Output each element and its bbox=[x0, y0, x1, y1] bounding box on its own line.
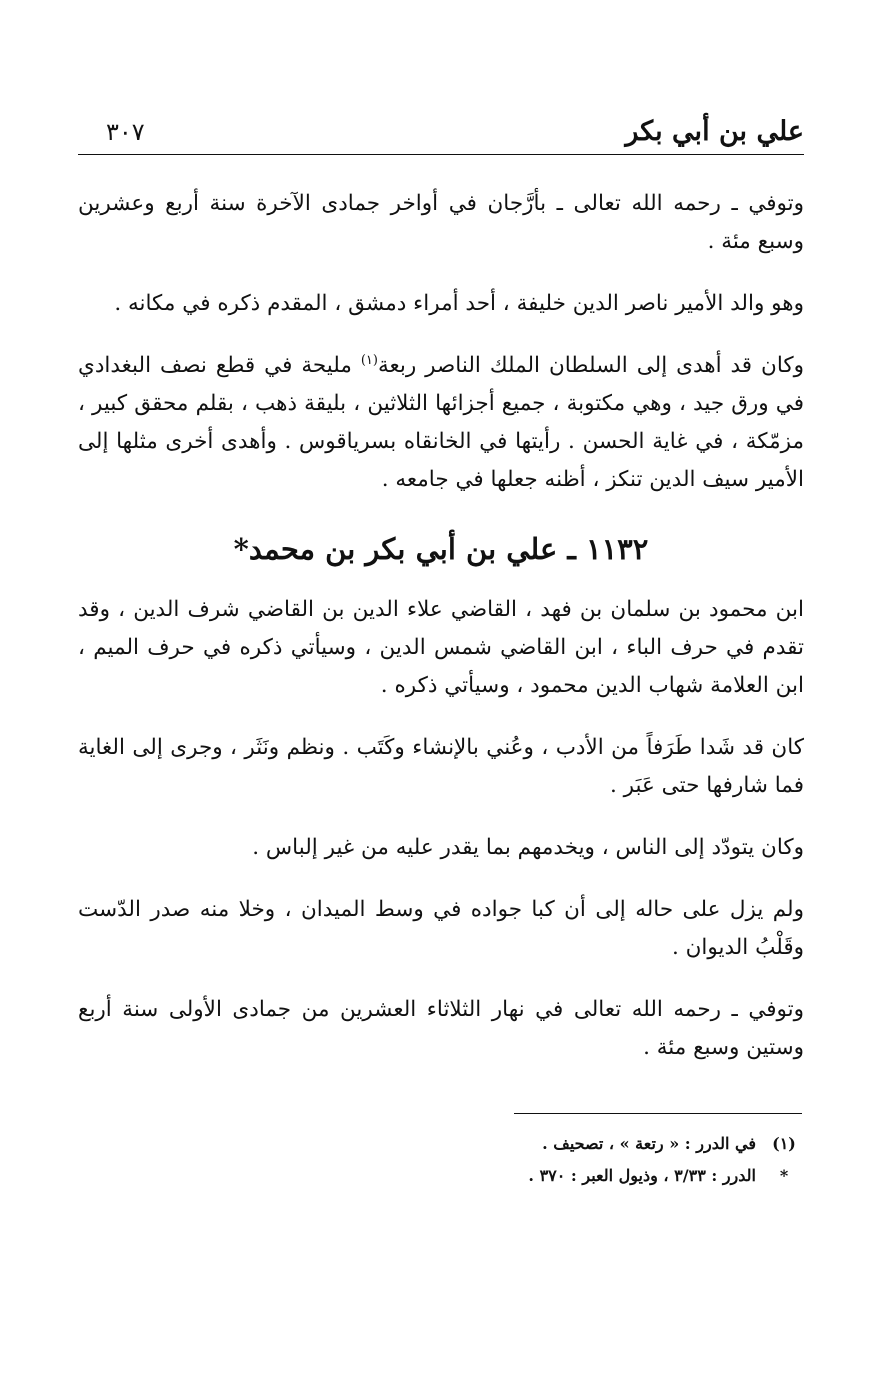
paragraph-gift bbox=[78, 347, 804, 499]
paragraph-career: ولم يزل على حاله إلى أن كبا جواده في وسط الميدان ، وخلا منه صدر الدّست وقَلْبُ الديوان . bbox=[78, 897, 804, 960]
footnote-item bbox=[78, 1128, 804, 1160]
paragraph-lineage: ابن محمود بن سلمان بن فهد ، القاضي علاء الدين بن القاضي شرف الدين ، وقد تقدم في حرف الباء ، ابن القاضي شمس الدين ، وسيأتي ذكره في حرف الميم ، ابن العلامة شهاب الدين محمود ، وسيأتي ذكره . bbox=[78, 597, 804, 698]
paragraph-gift-text-b: مليحة في قطع نصف البغدادي في ورق جيد ، وهي مكتوبة ، جميع أجزائها الثلاثين ، بليقة ذهب ، بقلم محقق كبير ، مزمّكة ، في غاية الحسن . رأيتها في الخانقاه بسرياقوس . وأهدى أخرى مثلها إلى الأمير سيف الدين تنكز ، أظنه جعلها في جامعه . bbox=[78, 353, 804, 492]
running-title: علي بن أبي بكر bbox=[625, 116, 804, 147]
paragraph-gift-text-a: وكان قد أهدى إلى السلطان الملك الناصر ربعة bbox=[377, 353, 804, 378]
entry-heading: ١١٣٢ ـ علي بن أبي بكر بن محمد* bbox=[233, 532, 649, 566]
book-page bbox=[78, 110, 804, 1192]
paragraph-father-note: وهو والد الأمير ناصر الدين خليفة ، أحد أمراء دمشق ، المقدم ذكره في مكانه . bbox=[114, 291, 804, 316]
footnote-text: الدرر : ٣/٣٣ ، وذيول العبر : ٣٧٠ . bbox=[528, 1166, 756, 1185]
paragraph-character: وكان يتودّد إلى الناس ، ويخدمهم بما يقدر عليه من غير إلباس . bbox=[252, 835, 804, 860]
footnotes bbox=[78, 1128, 804, 1192]
footnote-reference-mark: (١) bbox=[360, 352, 378, 368]
paragraph-death-note: وتوفي ـ رحمه الله تعالى ـ بأرَّجان في أواخر جمادى الآخرة سنة أربع وعشرين وسبع مئة . bbox=[78, 191, 804, 254]
page-number: ٣٠٧ bbox=[106, 118, 145, 146]
paragraph-death: وتوفي ـ رحمه الله تعالى في نهار الثلاثاء العشرين من جمادى الأولى سنة أربع وستين وسبع مئة . bbox=[78, 997, 804, 1060]
footnote-text: في الدرر : « رتعة » ، تصحيف . bbox=[542, 1134, 756, 1153]
footnote-item bbox=[78, 1160, 804, 1192]
footnote-mark: (١) bbox=[772, 1134, 796, 1153]
paragraph-literary: كان قد شَدا طَرَفاً من الأدب ، وعُني بالإنشاء وكَتَب . ونظم ونَثَر ، وجرى إلى الغاية فما شارفها حتى عَبَر . bbox=[78, 735, 804, 798]
footnote-mark: * bbox=[779, 1166, 789, 1185]
running-head bbox=[78, 110, 804, 155]
footnote-separator bbox=[514, 1113, 802, 1114]
